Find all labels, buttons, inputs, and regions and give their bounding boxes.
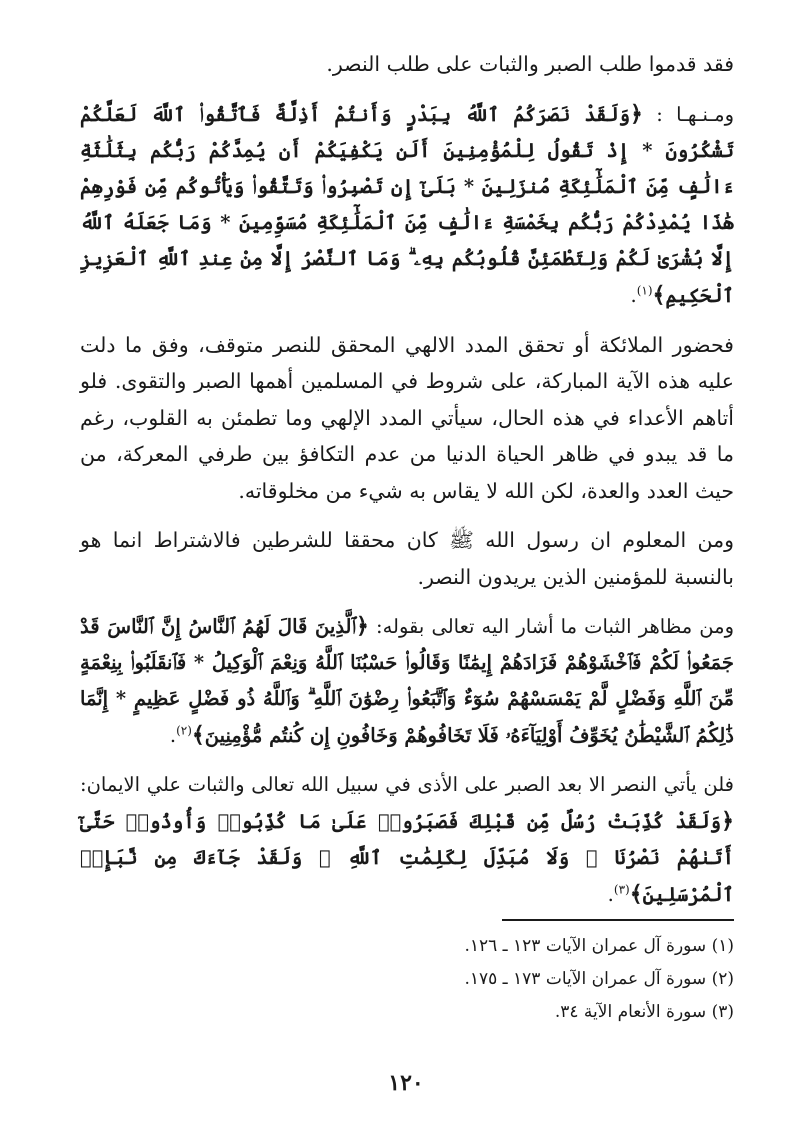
- footnote-ref-2[interactable]: (٢): [176, 723, 192, 738]
- footnote-1: (١) سورة آل عمران الآيات ١٢٣ ـ ١٢٦.: [464, 936, 734, 956]
- footnote-ref-3[interactable]: (٣): [613, 882, 630, 897]
- paragraph-5-intro: ومن مظاهر الثبات ما أشار اليه تعالى بقوله:: [368, 615, 734, 638]
- paragraph-1: [80, 46, 734, 83]
- quran-verse-2: ٱلَّذِينَ قَالَ لَهُمُ ٱلنَّاسُ إِنَّ ٱلنَّاسَ قَدْ جَمَعُوا۟ لَكُمْ فَٱخْشَوْهُمْ فَزَادَهُمْ إِيمَٰنًا وَقَالُوا۟ حَسْبُنَا ٱللَّهُ وَنِعْمَ ٱلْوَكِيلُ * فَٱنقَلَبُوا۟ بِنِعْمَةٍ مِّنَ ٱللَّهِ وَفَضْلٍ لَّمْ يَمْسَسْهُمْ سُوٓءٌ وَٱتَّبَعُوا۟ رِضْوَٰنَ ٱللَّهِ ۗ وَٱللَّهُ ذُو فَضْلٍ عَظِيمٍ * إِنَّمَا ذَٰلِكُمُ ٱلشَّيْطَٰنُ يُخَوِّفُ أَوْلِيَآءَهُۥ فَلَا تَخَافُوهُمْ وَخَافُونِ إِن كُنتُم مُّؤْمِنِينَ: [80, 615, 734, 747]
- quran-open-bracket: ﴿: [630, 100, 643, 127]
- paragraph-5-end: .: [169, 724, 177, 747]
- paragraph-2-end: .: [630, 283, 637, 307]
- paragraph-6-end: .: [607, 883, 614, 906]
- paragraph-2-intro: ومـنـهـا :: [642, 102, 734, 126]
- paragraph-3-text: فحضور الملائكة أو تحقق المدد الالهي المحقق للنصر متوقف، وفق ما دلت عليه هذه الآية المباركة، على شروط في المسلمين أهمها الصبر والتقوى. فلو أتاهم الأعداء في هذه الحال، سيأتي المدد الإلهي وما تطمئن به القلوب، رغم ما قد يبدو في ظاهر الحياة الدنيا من عدم التكافؤ بين طرفي المعركة، من حيث العدد والعدة، لكن الله لا يقاس به شيء من مخلوقاته.: [80, 332, 734, 503]
- footnote-3: (٣) سورة الأنعام الآية ٣٤.: [554, 1002, 734, 1022]
- footnote-2: (٢) سورة آل عمران الآيات ١٧٣ ـ ١٧٥.: [464, 969, 734, 989]
- footnote-ref-1[interactable]: (١): [636, 283, 653, 297]
- footnotes: [314, 930, 734, 1029]
- page-number: ١٢٠: [388, 1070, 424, 1096]
- paragraph-5: [80, 608, 734, 754]
- quran-close-bracket: ﴾: [629, 881, 643, 907]
- quran-verse-3: وَلَقَدْ كُذِّبَتْ رُسُلٌ مِّن قَبْلِكَ فَصَبَرُوا۟ عَلَىٰ مَا كُذِّبُوا۟ وَأُوذُوا۟ حَتَّىٰٓ أَتَىٰهُمْ نَصْرُنَا ۚ وَلَا مُبَدِّلَ لِكَلِمَٰتِ ٱللَّهِ ۚ وَلَقَدْ جَآءَكَ مِن نَّبَإِى۟ ٱلْمُرْسَلِينَ: [80, 810, 734, 906]
- quran-close-bracket: ﴾: [652, 281, 666, 308]
- quran-open-bracket: ﴿: [721, 808, 734, 834]
- quran-verse-1: وَلَقَدْ نَصَرَكُمُ ٱللَّهُ بِبَدْرٍ وَأَنتُمْ أَذِلَّةٌ فَٱتَّقُوا۟ ٱللَّهَ لَعَلَّكُمْ تَشْكُرُونَ * إِذْ تَقُولُ لِلْمُؤْمِنِينَ أَلَن يَكْفِيَكُمْ أَن يُمِدَّكُمْ رَبُّكُم بِثَلَٰثَةِ ءَالَٰفٍ مِّنَ ٱلْمَلَٰٓئِكَةِ مُنزَلِينَ * بَلَىٰٓ إِن تَصْبِرُوا۟ وَتَتَّقُوا۟ وَيَأْتُوكُم مِّن فَوْرِهِمْ هَٰذَا يُمْدِدْكُمْ رَبُّكُم بِخَمْسَةِ ءَالَٰفٍ مِّنَ ٱلْمَلَٰٓئِكَةِ مُسَوِّمِينَ * وَمَا جَعَلَهُ ٱللَّهُ إِلَّا بُشْرَىٰ لَكُمْ وَلِتَطْمَئِنَّ قُلُوبُكُم بِهِۦ ۗ وَمَا ٱلنَّصْرُ إِلَّا مِنْ عِندِ ٱللَّهِ ٱلْعَزِيزِ ٱلْحَكِيمِ: [80, 102, 734, 307]
- paragraph-4: [80, 522, 734, 595]
- paragraph-1-text: فقد قدموا طلب الصبر والثبات على طلب النصر.: [326, 52, 734, 76]
- quran-open-bracket: ﴿: [355, 613, 369, 639]
- paragraph-3: [80, 327, 734, 510]
- paragraph-4-text: ومن المعلوم ان رسول الله ﷺ كان محققا للشرطين فالاشتراط انما هو بالنسبة للمؤمنين الذين يريدون النصر.: [80, 528, 734, 589]
- paragraph-6-intro: فلن يأتي النصر الا بعد الصبر على الأذى في سبيل الله تعالى والثبات علي الايمان:: [80, 773, 734, 796]
- footnote-divider: [502, 919, 734, 921]
- paragraph-6: [80, 767, 734, 913]
- paragraph-2: [80, 96, 734, 314]
- quran-close-bracket: ﴾: [191, 722, 205, 748]
